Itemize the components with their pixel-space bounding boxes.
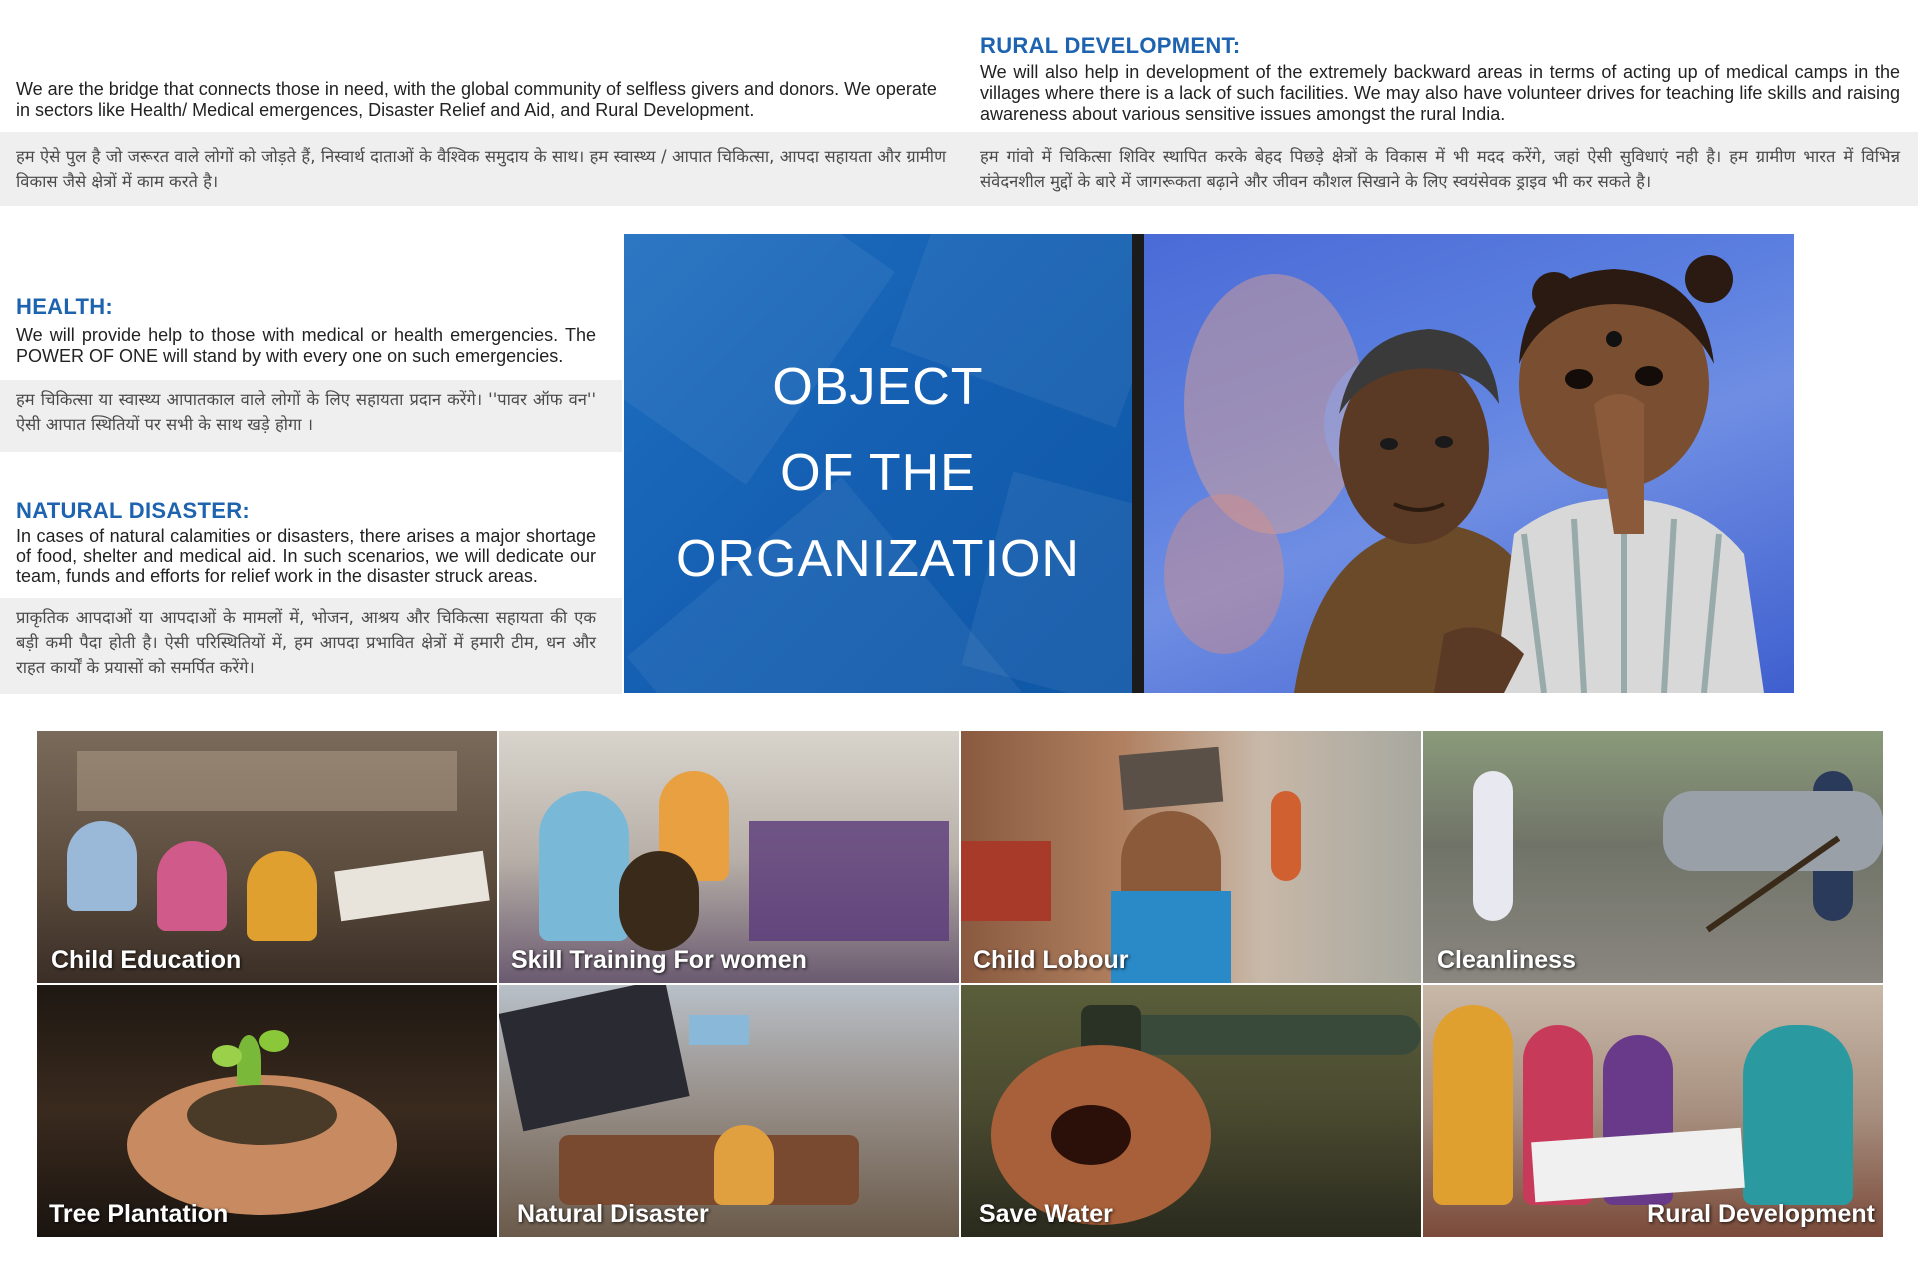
intro-hindi: हम ऐसे पुल है जो जरूरत वाले लोगों को जोड़ते हैं, निस्वार्थ दाताओं के वैश्विक समुदाय के साथ। हम स्वास्थ्य / आपात चिकित्सा, आपदा सहायता और ग्रामीण विकास जैसे क्षेत्रों में काम करते है।	[16, 147, 946, 191]
title-panel	[624, 234, 1132, 693]
health-hindi: हम चिकित्सा या स्वास्थ्य आपातकाल वाले लोगों के लिए सहायता प्रदान करेंगे। ''पावर ऑफ वन'' ऐसी आपात स्थितियों पर सभी के साथ खड़े होगा ।	[16, 390, 596, 434]
rural-development-english: We will also help in development of the extremely backward areas in terms of acting up of medical camps in the villages where there is a lack of such facilities. We may also have volunteer drives for teaching life skills and raising awareness about various sensitive issues amongst the rural India.	[980, 62, 1900, 124]
rural-development-heading: RURAL DEVELOPMENT:	[980, 33, 1241, 58]
natural-disaster-english: In cases of natural calamities or disasters, there arises a major shortage of food, shelter and medical aid. In such scenarios, we will dedicate our team, funds and efforts for relief work in the disaster struck areas.	[16, 526, 596, 586]
natural-disaster-heading: NATURAL DISASTER:	[16, 498, 251, 523]
title-line-1: OBJECT	[772, 358, 984, 416]
tile-rural-development	[1423, 985, 1883, 1237]
panel-divider	[1132, 234, 1144, 693]
tile-save-water	[961, 985, 1421, 1237]
title-line-2: OF THE	[780, 444, 976, 502]
tile-label: Natural Disaster	[517, 1200, 709, 1228]
page-title	[624, 344, 1132, 602]
tile-label: Tree Plantation	[49, 1200, 229, 1228]
tile-label: Child Lobour	[973, 946, 1129, 974]
hero-figures	[1144, 234, 1794, 693]
intro-english: We are the bridge that connects those in need, with the global community of selfless givers and donors. We operate in sectors like Health/ Medical emergences, Disaster Relief and Aid, and Rural Development.	[16, 79, 937, 120]
tile-skill-training	[499, 731, 959, 983]
title-line-3: ORGANIZATION	[676, 530, 1080, 588]
natural-disaster-hindi: प्राकृतिक आपदाओं या आपदाओं के मामलों में, भोजन, आश्रय और चिकित्सा सहायता की एक बड़ी कमी पैदा होती है। ऐसी परिस्थितियों में, हम आपदा प्रभावित क्षेत्रों में हमारी टीम, धन और राहत कार्यों के प्रयासों को समर्पित करेंगे।	[16, 608, 596, 677]
tile-label: Rural Development	[1647, 1200, 1875, 1228]
tile-label: Skill Training For women	[511, 946, 807, 974]
health-heading: HEALTH:	[16, 294, 114, 319]
tile-label: Child Education	[51, 946, 242, 974]
tile-label: Save Water	[979, 1200, 1113, 1228]
tile-child-education	[37, 731, 497, 983]
health-english: We will provide help to those with medical or health emergencies. The POWER OF ONE will stand by with every one on such emergencies.	[16, 325, 596, 366]
tile-tree-plantation	[37, 985, 497, 1237]
tile-natural-disaster	[499, 985, 959, 1237]
rural-development-hindi: हम गांवो में चिकित्सा शिविर स्थापित करके बेहद पिछड़े क्षेत्रों के विकास में भी मदद करेंगे, जहां ऐसी सुविधाएं नही है। हम ग्रामीण भारत में विभिन्न संवेदनशील मुद्दों के बारे में जागरूकता बढ़ाने और जीवन कौशल सिखाने के लिए स्वयंसेवक ड्राइव भी कर सकते है।	[980, 147, 1900, 191]
tile-cleanliness	[1423, 731, 1883, 983]
tile-child-labour	[961, 731, 1421, 983]
tile-label: Cleanliness	[1437, 946, 1576, 974]
hero-photo	[1144, 234, 1794, 693]
